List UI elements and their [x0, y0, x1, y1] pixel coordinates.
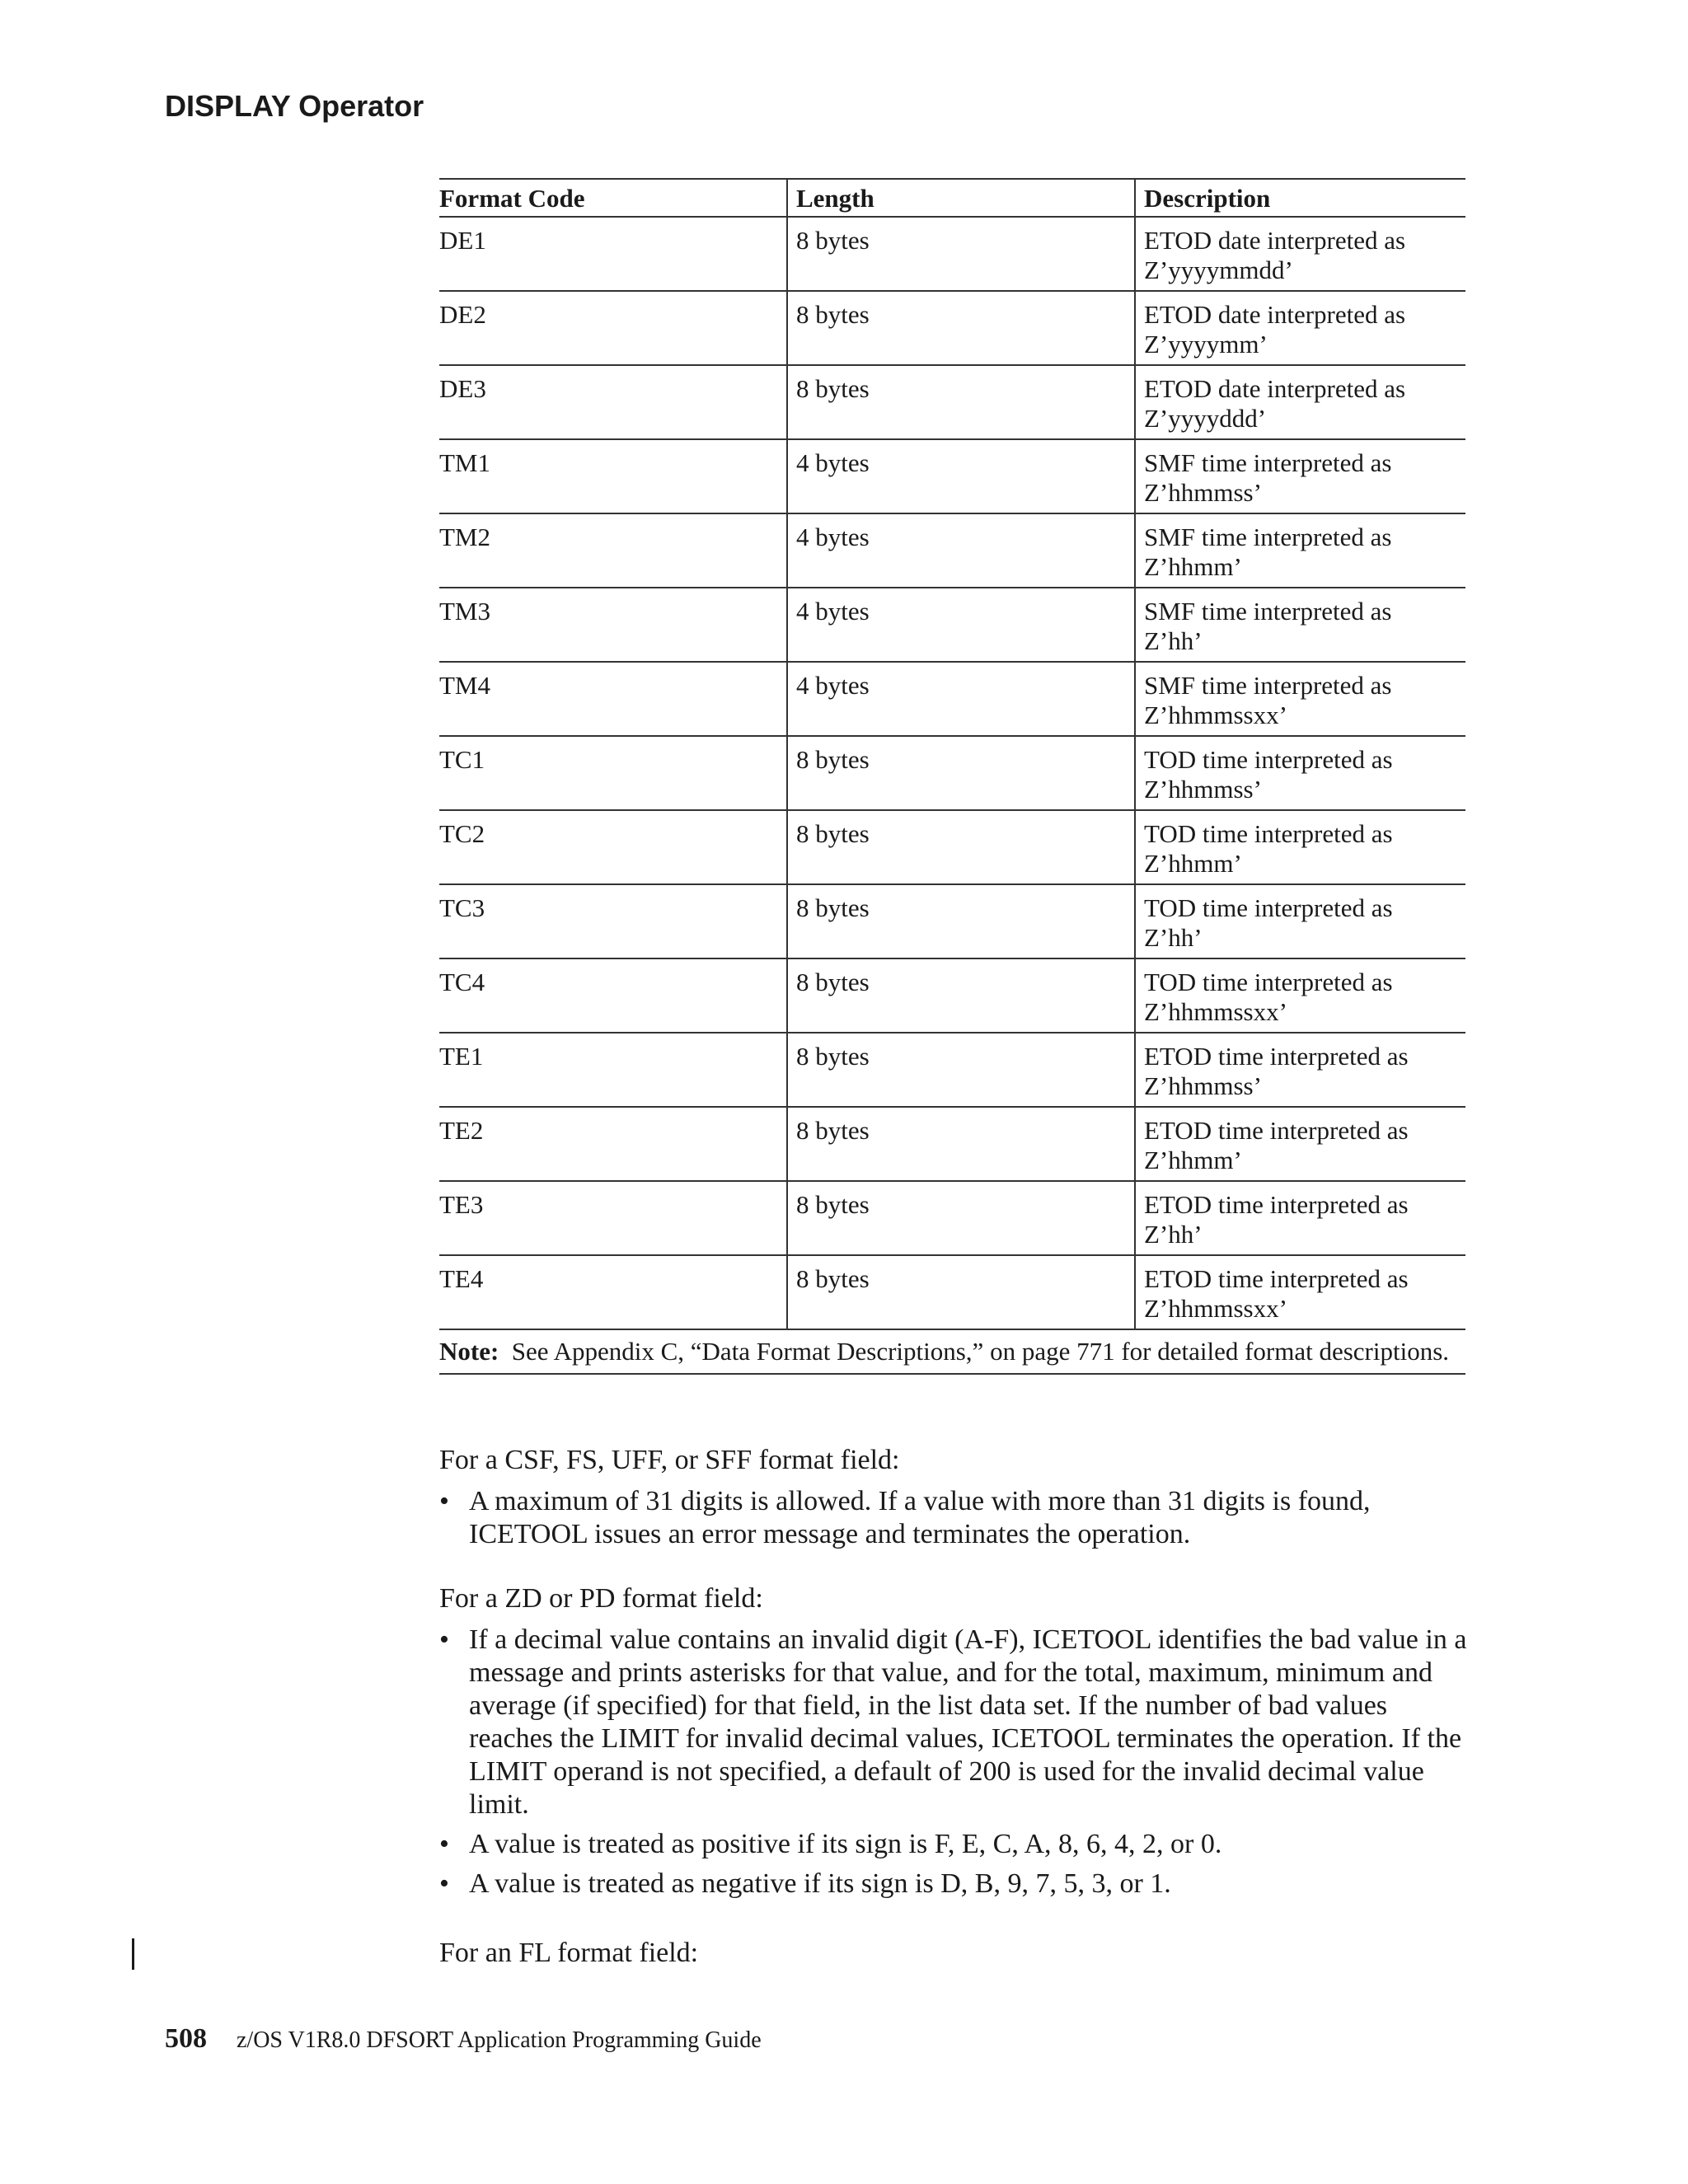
format-code-cell: TC3 — [439, 884, 787, 958]
table-header-row — [439, 179, 1465, 217]
description-format: Z’hhmm’ — [1144, 552, 1242, 581]
description-format: Z’yyyyddd’ — [1144, 404, 1267, 433]
zd-bullet-list — [439, 1624, 1470, 1907]
description-line: SMF time interpreted as — [1144, 671, 1392, 700]
bullet-text: A value is treated as negative if its sign is D, B, 9, 7, 5, 3, or 1. — [469, 1868, 1171, 1899]
description-format: Z’yyyymmdd’ — [1144, 255, 1293, 284]
format-code-table — [439, 178, 1465, 1375]
table-row — [439, 736, 1465, 810]
description-format: Z’hh’ — [1144, 626, 1203, 655]
bullet-icon: • — [439, 1486, 449, 1516]
format-code-cell: DE2 — [439, 291, 787, 365]
description-line: SMF time interpreted as — [1144, 448, 1392, 477]
format-code-cell: DE1 — [439, 217, 787, 291]
format-code-cell: TM4 — [439, 662, 787, 736]
format-code-cell: DE3 — [439, 365, 787, 439]
bullet-icon: • — [439, 1868, 449, 1899]
csf-intro: For a CSF, FS, UFF, or SFF format field: — [439, 1445, 900, 1475]
description-cell — [1135, 662, 1465, 736]
column-header-length: Length — [787, 179, 1135, 217]
length-cell: 8 bytes — [787, 958, 1135, 1033]
list-item — [439, 1868, 1470, 1900]
description-format: Z’hhmmssxx’ — [1144, 997, 1287, 1026]
description-cell — [1135, 588, 1465, 662]
format-code-cell: TM2 — [439, 513, 787, 588]
table-row — [439, 1181, 1465, 1255]
length-cell: 8 bytes — [787, 884, 1135, 958]
table-note — [439, 1329, 1465, 1374]
table-row — [439, 217, 1465, 291]
table-row — [439, 291, 1465, 365]
description-line: TOD time interpreted as — [1144, 893, 1393, 922]
description-format: Z’hhmmssxx’ — [1144, 1294, 1287, 1323]
format-code-cell: TC1 — [439, 736, 787, 810]
description-line: TOD time interpreted as — [1144, 745, 1393, 774]
description-format: Z’hhmm’ — [1144, 1146, 1242, 1174]
bullet-text: A maximum of 31 digits is allowed. If a value with more than 31 digits is found, ICETOOL issues an error message and terminates the operation. — [469, 1486, 1371, 1549]
table-row — [439, 662, 1465, 736]
length-cell: 8 bytes — [787, 291, 1135, 365]
column-header-format-code: Format Code — [439, 179, 787, 217]
description-line: TOD time interpreted as — [1144, 968, 1393, 996]
csf-bullet-list — [439, 1485, 1470, 1558]
description-format: Z’hhmmss’ — [1144, 478, 1262, 507]
description-cell — [1135, 884, 1465, 958]
page-number: 508 — [165, 2023, 207, 2054]
length-cell: 8 bytes — [787, 1181, 1135, 1255]
description-line: ETOD date interpreted as — [1144, 374, 1406, 403]
format-code-cell: TC4 — [439, 958, 787, 1033]
description-format: Z’yyyymm’ — [1144, 330, 1268, 359]
list-item — [439, 1624, 1470, 1821]
description-cell — [1135, 1033, 1465, 1107]
description-format: Z’hh’ — [1144, 1220, 1203, 1249]
format-code-cell: TE1 — [439, 1033, 787, 1107]
description-cell — [1135, 810, 1465, 884]
description-cell — [1135, 365, 1465, 439]
description-cell — [1135, 217, 1465, 291]
description-cell — [1135, 291, 1465, 365]
running-head: DISPLAY Operator — [165, 89, 424, 123]
length-cell: 4 bytes — [787, 588, 1135, 662]
format-code-cell: TM1 — [439, 439, 787, 513]
revision-bar — [132, 1938, 134, 1970]
description-cell — [1135, 736, 1465, 810]
table-row — [439, 958, 1465, 1033]
description-line: ETOD time interpreted as — [1144, 1264, 1409, 1293]
table-row — [439, 1107, 1465, 1181]
description-format: Z’hhmmss’ — [1144, 775, 1262, 804]
table-row — [439, 513, 1465, 588]
description-line: ETOD time interpreted as — [1144, 1190, 1409, 1219]
zd-intro: For a ZD or PD format field: — [439, 1583, 763, 1614]
length-cell: 4 bytes — [787, 439, 1135, 513]
length-cell: 8 bytes — [787, 1107, 1135, 1181]
description-cell — [1135, 958, 1465, 1033]
length-cell: 4 bytes — [787, 513, 1135, 588]
table-row — [439, 884, 1465, 958]
description-line: ETOD time interpreted as — [1144, 1116, 1409, 1145]
description-line: ETOD time interpreted as — [1144, 1042, 1409, 1071]
length-cell: 8 bytes — [787, 1255, 1135, 1329]
description-cell — [1135, 1181, 1465, 1255]
list-item — [439, 1485, 1470, 1551]
format-code-cell: TM3 — [439, 588, 787, 662]
page-footer — [165, 2023, 762, 2055]
length-cell: 8 bytes — [787, 217, 1135, 291]
table-row — [439, 810, 1465, 884]
table-row — [439, 588, 1465, 662]
length-cell: 8 bytes — [787, 365, 1135, 439]
bullet-icon: • — [439, 1829, 449, 1859]
table-row — [439, 1255, 1465, 1329]
length-cell: 8 bytes — [787, 736, 1135, 810]
format-code-cell: TC2 — [439, 810, 787, 884]
bullet-text: If a decimal value contains an invalid digit (A-F), ICETOOL identifies the bad value in a message and prints asterisks for that value, and for the total, maximum, minimum and average (if specified) for that field, in the list data set. If the number of bad values reaches the LIMIT for invalid decimal values, ICETOOL terminates the operation. If the LIMIT operand is not specified, a default of 200 is used for the invalid decimal value limit. — [469, 1624, 1467, 1820]
description-cell — [1135, 1107, 1465, 1181]
description-line: SMF time interpreted as — [1144, 597, 1392, 626]
table-note-row — [439, 1329, 1465, 1374]
fl-intro: For an FL format field: — [439, 1938, 699, 1968]
table-row — [439, 439, 1465, 513]
description-format: Z’hh’ — [1144, 923, 1203, 952]
description-cell — [1135, 439, 1465, 513]
description-format: Z’hhmmss’ — [1144, 1071, 1262, 1100]
table-row — [439, 1033, 1465, 1107]
format-code-cell: TE4 — [439, 1255, 787, 1329]
book-title: z/OS V1R8.0 DFSORT Application Programming Guide — [237, 2027, 762, 2053]
description-format: Z’hhmm’ — [1144, 849, 1242, 878]
list-item — [439, 1828, 1470, 1861]
description-line: ETOD date interpreted as — [1144, 300, 1406, 329]
description-cell — [1135, 1255, 1465, 1329]
description-line: SMF time interpreted as — [1144, 523, 1392, 551]
bullet-icon: • — [439, 1624, 449, 1655]
column-header-description: Description — [1135, 179, 1465, 217]
description-line: ETOD date interpreted as — [1144, 226, 1406, 255]
format-code-cell: TE2 — [439, 1107, 787, 1181]
length-cell: 4 bytes — [787, 662, 1135, 736]
bullet-text: A value is treated as positive if its sign is F, E, C, A, 8, 6, 4, 2, or 0. — [469, 1829, 1222, 1859]
note-label: Note: — [439, 1337, 499, 1366]
description-line: TOD time interpreted as — [1144, 819, 1393, 848]
format-code-cell: TE3 — [439, 1181, 787, 1255]
note-text: See Appendix C, “Data Format Descriptions,” on page 771 for detailed format descriptions. — [511, 1337, 1450, 1366]
length-cell: 8 bytes — [787, 1033, 1135, 1107]
description-cell — [1135, 513, 1465, 588]
length-cell: 8 bytes — [787, 810, 1135, 884]
description-format: Z’hhmmssxx’ — [1144, 701, 1287, 729]
table-row — [439, 365, 1465, 439]
